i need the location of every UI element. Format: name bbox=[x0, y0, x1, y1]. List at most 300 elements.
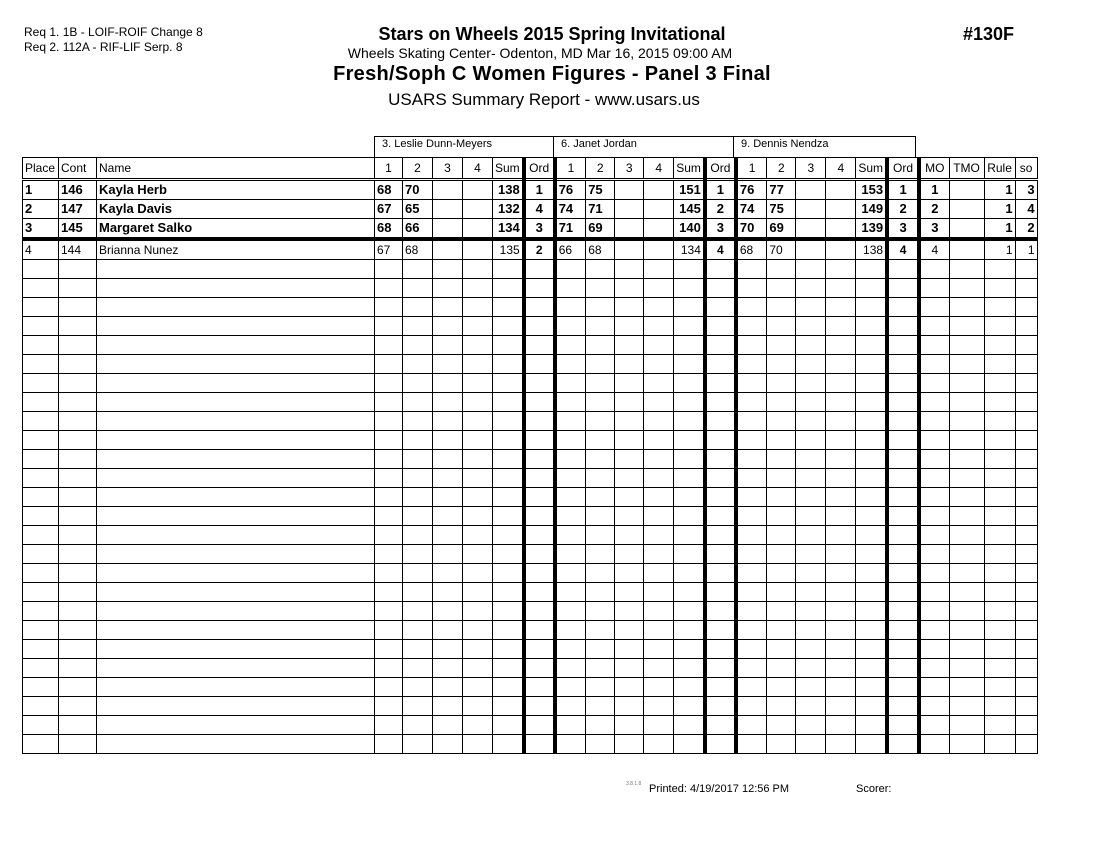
judge1-score-1-cell: 67 bbox=[375, 239, 403, 260]
judge2-sum-cell bbox=[674, 279, 705, 298]
cont-cell bbox=[59, 355, 97, 374]
judge2-sum-cell bbox=[674, 640, 705, 659]
name-cell bbox=[97, 355, 375, 374]
cont-cell bbox=[59, 678, 97, 697]
judge1-score-4-cell bbox=[463, 526, 493, 545]
judge1-score-1-cell bbox=[375, 412, 403, 431]
judge3-score-2-cell: 75 bbox=[767, 200, 796, 219]
judge3-sum-cell bbox=[856, 260, 887, 279]
judge3-sum-cell bbox=[856, 469, 887, 488]
judge1-sum-cell bbox=[493, 602, 524, 621]
tmo-cell bbox=[949, 583, 984, 602]
judge1-score-2-cell bbox=[403, 697, 433, 716]
mo-cell bbox=[919, 412, 949, 431]
judge3-score-1-cell bbox=[736, 355, 767, 374]
judge2-score-2-cell bbox=[586, 602, 615, 621]
judge3-score-1-cell bbox=[736, 393, 767, 412]
judge2-score-1-cell bbox=[555, 469, 586, 488]
place-cell bbox=[23, 431, 59, 450]
judge2-sum-cell bbox=[674, 735, 705, 754]
judge3-score-3-cell bbox=[796, 279, 826, 298]
judge1-score-2-cell bbox=[403, 393, 433, 412]
judge3-score-2-cell bbox=[767, 488, 796, 507]
place-cell bbox=[23, 526, 59, 545]
judge3-score-4-cell bbox=[826, 200, 856, 219]
table-row bbox=[23, 200, 1038, 219]
tmo-cell bbox=[949, 239, 984, 260]
judge1-score-4-cell bbox=[463, 697, 493, 716]
rule-cell: 1 bbox=[984, 219, 1015, 240]
judge2-score-4-cell bbox=[644, 279, 674, 298]
judge1-ord-cell bbox=[524, 431, 555, 450]
judge3-score-1-cell bbox=[736, 583, 767, 602]
judge3-ord-cell bbox=[887, 507, 919, 526]
judge1-sum-cell bbox=[493, 431, 524, 450]
judge2-score-3-cell bbox=[615, 412, 644, 431]
judge3-sum-cell bbox=[856, 507, 887, 526]
place-cell bbox=[23, 450, 59, 469]
judge2-sum-cell bbox=[674, 393, 705, 412]
name-cell: Kayla Herb bbox=[97, 180, 375, 200]
judge3-score-4-cell bbox=[826, 219, 856, 240]
judge2-score-4-cell bbox=[644, 640, 674, 659]
judge2-sum-cell: 140 bbox=[674, 219, 705, 240]
judge1-score-4-cell bbox=[463, 412, 493, 431]
judge2-score-3-cell bbox=[615, 200, 644, 219]
judge1-score-1-cell bbox=[375, 716, 403, 735]
judge2-score-3-cell bbox=[615, 602, 644, 621]
judge3-ord-cell: 4 bbox=[887, 239, 919, 260]
rule-cell bbox=[984, 412, 1015, 431]
judge3-score-3-cell bbox=[796, 374, 826, 393]
judge3-ord-cell: 1 bbox=[887, 180, 919, 200]
tmo-cell bbox=[949, 180, 984, 200]
judge2-score-1-cell bbox=[555, 450, 586, 469]
judge2-ord-cell: 4 bbox=[705, 239, 736, 260]
place-cell bbox=[23, 621, 59, 640]
rule-cell bbox=[984, 583, 1015, 602]
judge2-score-2-cell bbox=[586, 279, 615, 298]
judge2-ord-cell bbox=[705, 469, 736, 488]
empty-row bbox=[23, 469, 1038, 488]
judge2-score-1-cell bbox=[555, 583, 586, 602]
tmo-cell bbox=[949, 374, 984, 393]
judge1-score-2-cell bbox=[403, 412, 433, 431]
so-cell bbox=[1015, 355, 1037, 374]
judge2-ord-cell bbox=[705, 526, 736, 545]
judge2-score-2-cell: 68 bbox=[586, 239, 615, 260]
place-cell bbox=[23, 640, 59, 659]
judge3-sum-cell bbox=[856, 317, 887, 336]
judge3-score-4-cell bbox=[826, 716, 856, 735]
tmo-cell bbox=[949, 716, 984, 735]
judge2-score-4-cell bbox=[644, 488, 674, 507]
rule-cell bbox=[984, 621, 1015, 640]
mo-cell bbox=[919, 640, 949, 659]
col-j3-s1: 1 bbox=[736, 158, 767, 180]
judge1-ord-cell bbox=[524, 716, 555, 735]
judge3-ord-cell bbox=[887, 469, 919, 488]
name-cell bbox=[97, 317, 375, 336]
rule-cell bbox=[984, 640, 1015, 659]
judge2-score-4-cell bbox=[644, 735, 674, 754]
judge3-sum-cell bbox=[856, 602, 887, 621]
judge1-score-3-cell bbox=[433, 219, 463, 240]
judge3-ord-cell bbox=[887, 298, 919, 317]
judge1-score-2-cell bbox=[403, 716, 433, 735]
judge3-score-4-cell bbox=[826, 393, 856, 412]
rule-cell bbox=[984, 488, 1015, 507]
judge3-score-1-cell bbox=[736, 450, 767, 469]
so-cell bbox=[1015, 298, 1037, 317]
judge3-score-1-cell bbox=[736, 545, 767, 564]
judge1-score-1-cell bbox=[375, 336, 403, 355]
judge3-score-3-cell bbox=[796, 716, 826, 735]
rule-cell bbox=[984, 317, 1015, 336]
judge3-score-3-cell bbox=[796, 239, 826, 260]
judge1-score-4-cell bbox=[463, 336, 493, 355]
judge3-score-4-cell bbox=[826, 678, 856, 697]
mo-cell: 1 bbox=[919, 180, 949, 200]
mo-cell bbox=[919, 697, 949, 716]
judge2-sum-cell bbox=[674, 564, 705, 583]
judge2-score-3-cell bbox=[615, 659, 644, 678]
judge1-ord-cell bbox=[524, 564, 555, 583]
mo-cell bbox=[919, 298, 949, 317]
tmo-cell bbox=[949, 279, 984, 298]
judge2-score-3-cell bbox=[615, 260, 644, 279]
judge1-score-1-cell bbox=[375, 621, 403, 640]
judge1-ord-cell bbox=[524, 697, 555, 716]
judge3-score-4-cell bbox=[826, 735, 856, 754]
judge1-score-3-cell bbox=[433, 640, 463, 659]
judge3-score-2-cell bbox=[767, 279, 796, 298]
rule-cell bbox=[984, 716, 1015, 735]
cont-cell bbox=[59, 621, 97, 640]
judge3-score-4-cell bbox=[826, 260, 856, 279]
so-cell: 3 bbox=[1015, 180, 1037, 200]
judge3-sum-cell: 149 bbox=[856, 200, 887, 219]
judge2-ord-cell bbox=[705, 317, 736, 336]
tmo-cell bbox=[949, 507, 984, 526]
judge3-score-4-cell bbox=[826, 526, 856, 545]
judge3-sum-cell bbox=[856, 640, 887, 659]
judge3-sum-cell bbox=[856, 621, 887, 640]
judge3-score-4-cell bbox=[826, 279, 856, 298]
place-cell: 2 bbox=[23, 200, 59, 219]
judge2-score-3-cell bbox=[615, 393, 644, 412]
judge3-score-1-cell bbox=[736, 488, 767, 507]
judge3-score-1-cell bbox=[736, 374, 767, 393]
judge2-score-4-cell bbox=[644, 298, 674, 317]
judge3-ord-cell bbox=[887, 545, 919, 564]
judge2-score-3-cell bbox=[615, 469, 644, 488]
judge3-sum-cell bbox=[856, 659, 887, 678]
rule-cell bbox=[984, 450, 1015, 469]
judge1-score-4-cell bbox=[463, 469, 493, 488]
rule-cell: 1 bbox=[984, 200, 1015, 219]
mo-cell bbox=[919, 564, 949, 583]
judge3-score-4-cell bbox=[826, 659, 856, 678]
judge1-ord-cell: 4 bbox=[524, 200, 555, 219]
judge1-score-3-cell bbox=[433, 279, 463, 298]
judge1-score-1-cell bbox=[375, 697, 403, 716]
cont-cell bbox=[59, 545, 97, 564]
judge1-sum-cell bbox=[493, 507, 524, 526]
judge1-score-1-cell bbox=[375, 374, 403, 393]
so-cell bbox=[1015, 640, 1037, 659]
judge1-sum-cell: 132 bbox=[493, 200, 524, 219]
rule-cell bbox=[984, 545, 1015, 564]
judge3-score-2-cell bbox=[767, 412, 796, 431]
judge2-score-2-cell bbox=[586, 716, 615, 735]
judge1-score-4-cell bbox=[463, 602, 493, 621]
judge2-sum-cell bbox=[674, 317, 705, 336]
judge2-sum-cell bbox=[674, 659, 705, 678]
judge3-score-2-cell bbox=[767, 374, 796, 393]
cont-cell: 145 bbox=[59, 219, 97, 240]
judge2-score-3-cell bbox=[615, 507, 644, 526]
empty-row bbox=[23, 393, 1038, 412]
place-cell bbox=[23, 279, 59, 298]
judge3-sum-cell bbox=[856, 583, 887, 602]
judge3-score-2-cell: 70 bbox=[767, 239, 796, 260]
judge1-ord-cell bbox=[524, 412, 555, 431]
cont-cell bbox=[59, 697, 97, 716]
judge1-ord-cell bbox=[524, 298, 555, 317]
judge1-score-2-cell: 70 bbox=[403, 180, 433, 200]
name-cell bbox=[97, 697, 375, 716]
judge1-score-2-cell bbox=[403, 583, 433, 602]
judge3-score-4-cell bbox=[826, 602, 856, 621]
judge2-score-1-cell bbox=[555, 659, 586, 678]
judge3-score-3-cell bbox=[796, 469, 826, 488]
tmo-cell bbox=[949, 355, 984, 374]
cont-cell: 147 bbox=[59, 200, 97, 219]
judge2-sum-cell bbox=[674, 602, 705, 621]
judge1-score-2-cell bbox=[403, 526, 433, 545]
tmo-cell bbox=[949, 431, 984, 450]
so-cell bbox=[1015, 621, 1037, 640]
judge1-score-3-cell bbox=[433, 545, 463, 564]
judge1-ord-cell bbox=[524, 336, 555, 355]
col-j2-s3: 3 bbox=[615, 158, 644, 180]
judge1-ord-cell bbox=[524, 545, 555, 564]
judge3-score-1-cell bbox=[736, 735, 767, 754]
judge2-ord-cell bbox=[705, 488, 736, 507]
judge1-score-1-cell bbox=[375, 583, 403, 602]
rule-cell bbox=[984, 469, 1015, 488]
rule-cell bbox=[984, 735, 1015, 754]
judge2-sum-cell: 151 bbox=[674, 180, 705, 200]
mo-cell bbox=[919, 279, 949, 298]
place-cell: 1 bbox=[23, 180, 59, 200]
judge1-sum-cell bbox=[493, 374, 524, 393]
judge3-score-2-cell bbox=[767, 716, 796, 735]
judge3-score-2-cell bbox=[767, 355, 796, 374]
judge1-score-4-cell bbox=[463, 260, 493, 279]
rule-cell bbox=[984, 355, 1015, 374]
so-cell bbox=[1015, 469, 1037, 488]
judge1-ord-cell bbox=[524, 317, 555, 336]
judge1-score-3-cell bbox=[433, 412, 463, 431]
cont-cell bbox=[59, 393, 97, 412]
judge1-score-2-cell bbox=[403, 545, 433, 564]
judge1-ord-cell bbox=[524, 583, 555, 602]
judge1-ord-cell bbox=[524, 279, 555, 298]
judge3-sum-cell bbox=[856, 488, 887, 507]
judge1-sum-cell: 135 bbox=[493, 239, 524, 260]
judge3-ord-cell bbox=[887, 735, 919, 754]
judge1-score-2-cell bbox=[403, 735, 433, 754]
tmo-cell bbox=[949, 336, 984, 355]
judge3-ord-cell bbox=[887, 393, 919, 412]
place-cell bbox=[23, 298, 59, 317]
judge3-sum-cell bbox=[856, 393, 887, 412]
judge3-score-2-cell bbox=[767, 317, 796, 336]
judge2-ord-cell bbox=[705, 450, 736, 469]
judge3-sum-cell bbox=[856, 412, 887, 431]
judge1-score-2-cell bbox=[403, 317, 433, 336]
rule-cell bbox=[984, 336, 1015, 355]
place-cell bbox=[23, 697, 59, 716]
judge1-score-1-cell bbox=[375, 602, 403, 621]
venue-date: Wheels Skating Center- Odenton, MD Mar 16, 2015 09:00 AM bbox=[347, 45, 733, 61]
empty-row bbox=[23, 602, 1038, 621]
judge2-score-1-cell bbox=[555, 526, 586, 545]
tmo-cell bbox=[949, 621, 984, 640]
judge1-score-3-cell bbox=[433, 602, 463, 621]
place-cell bbox=[23, 488, 59, 507]
so-cell bbox=[1015, 716, 1037, 735]
judge1-sum-cell bbox=[493, 488, 524, 507]
judge1-score-2-cell bbox=[403, 450, 433, 469]
tmo-cell bbox=[949, 219, 984, 240]
judge3-score-1-cell: 74 bbox=[736, 200, 767, 219]
empty-row bbox=[23, 507, 1038, 526]
col-j2-s2: 2 bbox=[586, 158, 615, 180]
judge2-score-4-cell bbox=[644, 716, 674, 735]
judge1-score-4-cell bbox=[463, 735, 493, 754]
judge3-sum-cell bbox=[856, 735, 887, 754]
place-cell bbox=[23, 735, 59, 754]
judge1-ord-cell bbox=[524, 488, 555, 507]
header-row bbox=[23, 158, 1038, 180]
tmo-cell bbox=[949, 317, 984, 336]
judge3-sum-cell: 138 bbox=[856, 239, 887, 260]
judge1-score-4-cell bbox=[463, 545, 493, 564]
cont-cell bbox=[59, 583, 97, 602]
judge2-score-3-cell bbox=[615, 697, 644, 716]
judge2-sum-cell: 145 bbox=[674, 200, 705, 219]
judge1-score-1-cell: 68 bbox=[375, 219, 403, 240]
mo-cell: 2 bbox=[919, 200, 949, 219]
judge1-score-1-cell bbox=[375, 393, 403, 412]
empty-row bbox=[23, 659, 1038, 678]
judge2-ord-cell bbox=[705, 431, 736, 450]
judge1-score-2-cell: 65 bbox=[403, 200, 433, 219]
judge1-ord-cell: 1 bbox=[524, 180, 555, 200]
judge1-sum-cell bbox=[493, 317, 524, 336]
cont-cell bbox=[59, 640, 97, 659]
empty-row bbox=[23, 678, 1038, 697]
judge1-score-4-cell bbox=[463, 431, 493, 450]
mo-cell bbox=[919, 317, 949, 336]
judge1-score-3-cell bbox=[433, 469, 463, 488]
judge1-score-4-cell bbox=[463, 659, 493, 678]
judge2-sum-cell bbox=[674, 583, 705, 602]
judge2-score-1-cell bbox=[555, 564, 586, 583]
judge1-score-4-cell bbox=[463, 219, 493, 240]
tmo-cell bbox=[949, 697, 984, 716]
judge2-sum-cell bbox=[674, 697, 705, 716]
col-j3-ord: Ord bbox=[887, 158, 919, 180]
judge2-score-1-cell bbox=[555, 507, 586, 526]
judge2-score-2-cell bbox=[586, 298, 615, 317]
rule-cell bbox=[984, 526, 1015, 545]
judge3-score-2-cell bbox=[767, 336, 796, 355]
judge2-score-1-cell bbox=[555, 298, 586, 317]
judge-header-3: 9. Dennis Nendza bbox=[733, 136, 916, 157]
judge2-score-4-cell bbox=[644, 260, 674, 279]
judge2-score-1-cell bbox=[555, 374, 586, 393]
mo-cell bbox=[919, 735, 949, 754]
judge2-score-1-cell bbox=[555, 488, 586, 507]
place-cell bbox=[23, 545, 59, 564]
judge2-score-3-cell bbox=[615, 239, 644, 260]
mo-cell bbox=[919, 260, 949, 279]
judge3-score-2-cell bbox=[767, 659, 796, 678]
mo-cell bbox=[919, 583, 949, 602]
cont-cell bbox=[59, 488, 97, 507]
judge2-ord-cell bbox=[705, 716, 736, 735]
col-j2-ord: Ord bbox=[705, 158, 736, 180]
judge2-score-3-cell bbox=[615, 678, 644, 697]
judge2-score-1-cell bbox=[555, 412, 586, 431]
judge1-sum-cell bbox=[493, 678, 524, 697]
judge3-ord-cell bbox=[887, 336, 919, 355]
judge2-sum-cell bbox=[674, 336, 705, 355]
judge3-score-1-cell bbox=[736, 298, 767, 317]
judge2-score-2-cell bbox=[586, 260, 615, 279]
judge2-score-3-cell bbox=[615, 317, 644, 336]
judge2-score-2-cell bbox=[586, 678, 615, 697]
judge1-score-4-cell bbox=[463, 393, 493, 412]
judge1-score-2-cell bbox=[403, 602, 433, 621]
place-cell bbox=[23, 393, 59, 412]
judge3-sum-cell bbox=[856, 716, 887, 735]
judge1-score-4-cell bbox=[463, 583, 493, 602]
so-cell bbox=[1015, 412, 1037, 431]
rule-cell bbox=[984, 374, 1015, 393]
name-cell bbox=[97, 640, 375, 659]
judge2-score-1-cell bbox=[555, 735, 586, 754]
judge3-sum-cell bbox=[856, 298, 887, 317]
judge3-score-4-cell bbox=[826, 180, 856, 200]
report-title: USARS Summary Report - www.usars.us bbox=[388, 90, 700, 109]
judge1-score-4-cell bbox=[463, 488, 493, 507]
judge2-score-2-cell bbox=[586, 507, 615, 526]
judge1-score-4-cell bbox=[463, 564, 493, 583]
judge3-sum-cell: 153 bbox=[856, 180, 887, 200]
judge1-score-3-cell bbox=[433, 488, 463, 507]
judge3-score-4-cell bbox=[826, 583, 856, 602]
judge2-score-1-cell bbox=[555, 545, 586, 564]
col-so: so bbox=[1015, 158, 1037, 180]
requirement-1: Req 1. 1B - LOIF-ROIF Change 8 bbox=[24, 25, 203, 39]
judge2-sum-cell bbox=[674, 431, 705, 450]
judge2-score-3-cell bbox=[615, 374, 644, 393]
